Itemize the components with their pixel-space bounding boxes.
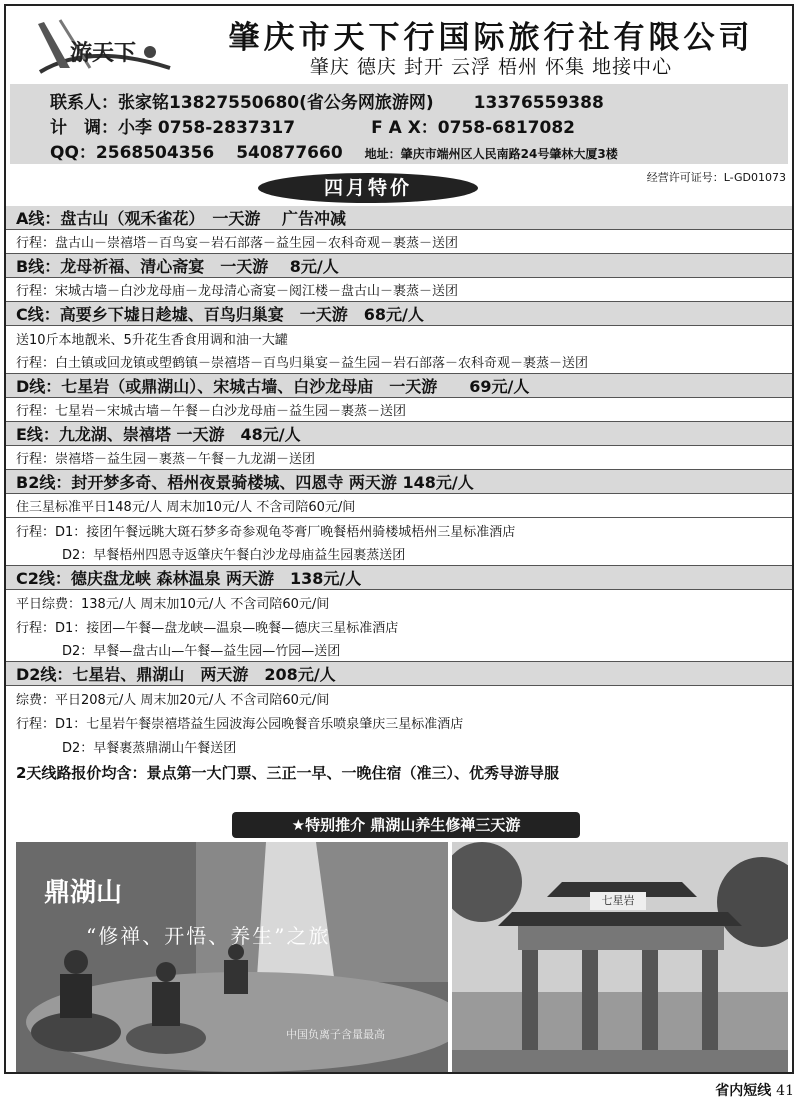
page-number: 41 xyxy=(776,1083,794,1099)
tour-line-detail: 行程：D1：七星岩午餐崇禧塔益生园波海公园晚餐音乐喷泉肇庆三星标准酒店 xyxy=(16,716,464,732)
tour-line-heading: B线：龙母祈福、清心斋宴 一天游 8元/人 xyxy=(6,254,792,278)
tour-line-detail: 平日综费：138元/人 周末加10元/人 不含司陪60元/间 xyxy=(16,596,330,612)
photo-note: 中国负离子含量最高 xyxy=(286,1028,385,1041)
address: 地址：肇庆市端州区人民南路24号肇林大厦3楼 xyxy=(364,147,618,161)
contact-person: 张家铭13827550680(省公务网旅游网) xyxy=(118,93,434,113)
fax-value: F A X：0758-6817082 xyxy=(371,118,575,138)
contact-panel xyxy=(10,84,788,164)
tour-line-heading: D2线：七星岩、鼎湖山 两天游 208元/人 xyxy=(6,662,792,686)
special-recommend-banner: ★特别推介 鼎湖山养生修禅三天游 xyxy=(232,812,580,838)
section-name: 省内短线 xyxy=(715,1083,772,1099)
planner-label: 计 调： xyxy=(50,118,118,138)
tour-line-heading: B2线：封开梦多奇、梧州夜景骑楼城、四恩寺 两天游 148元/人 xyxy=(6,470,792,494)
title-banner-area xyxy=(6,167,792,205)
tour-line-detail: 行程：D1：接团午餐远眺大斑石梦多奇参观龟苓膏厂晚餐梧州骑楼城梧州三星标准酒店 xyxy=(16,524,516,540)
gate-plaque: 七星岩 xyxy=(590,892,646,910)
tour-line-detail: 行程：白土镇或回龙镇或塱鹤镇－崇禧塔－百鸟归巢宴－益生园－岩石部落－农科奇观－裹蒸－送团 xyxy=(6,350,792,374)
qq-1: 2568504356 xyxy=(95,143,215,163)
tour-line-detail: 住三星标准平日148元/人 周末加10元/人 不含司陪60元/间 xyxy=(6,494,792,518)
tour-line-heading: D线：七星岩（或鼎湖山）、宋城古墙、白沙龙母庙 一天游 69元/人 xyxy=(6,374,792,398)
tour-line-detail: 行程：崇禧塔－益生园－裹蒸－午餐－九龙湖－送团 xyxy=(6,446,792,470)
contact-label: 联系人： xyxy=(50,93,118,113)
photo-subtitle: “修禅、开悟、养生”之旅 xyxy=(86,924,331,948)
page-footer xyxy=(715,1080,794,1100)
license-number: 经营许可证号：L-GD01073 xyxy=(646,171,786,184)
contact-row-2 xyxy=(50,113,575,138)
tour-line-detail: 行程：盘古山－崇禧塔－百鸟宴－岩石部落－益生园－农科奇观－裹蒸－送团 xyxy=(6,230,792,254)
tour-line-detail: 综费：平日208元/人 周末加20元/人 不含司陪60元/间 xyxy=(16,692,330,708)
contact-phone-2: 13376559388 xyxy=(473,93,604,113)
tour-line-detail: 行程：D1：接团—午餐—盘龙峡—温泉—晚餐—德庆三星标准酒店 xyxy=(16,620,399,636)
service-cities: 肇庆 德庆 封开 云浮 梧州 怀集 地接中心 xyxy=(309,56,673,78)
contact-row-1 xyxy=(50,88,604,113)
tour-line-detail: 行程：宋城古墙－白沙龙母庙－龙母清心斋宴－阅江楼－盘古山－裹蒸－送团 xyxy=(6,278,792,302)
qq-2: 540877660 xyxy=(236,143,343,163)
planner-value: 小李 0758-2837317 xyxy=(118,118,296,138)
dinghu-mountain-photo xyxy=(16,842,448,1072)
memorial-gate-photo xyxy=(452,842,788,1072)
qq-label: QQ： xyxy=(50,143,96,163)
contact-row-3 xyxy=(50,138,618,163)
tour-line-detail: 行程：七星岩－宋城古墙－午餐－白沙龙母庙－益生园－裹蒸－送团 xyxy=(6,398,792,422)
tour-lines-table xyxy=(6,206,792,786)
company-name: 肇庆市天下行国际旅行社有限公司 xyxy=(228,20,754,56)
price-inclusion-summary: 2天线路报价均含：景点第一大门票、三正一早、一晚住宿（准三）、优秀导游导服 xyxy=(16,763,559,782)
tour-line-heading: A线：盘古山（观禾雀花） 一天游 广告冲减 xyxy=(6,206,792,230)
tour-line-heading: C线：高要乡下墟日趁墟、百鸟归巢宴 一天游 68元/人 xyxy=(6,302,792,326)
tour-line-heading: E线：九龙湖、崇禧塔 一天游 48元/人 xyxy=(6,422,792,446)
tour-line-detail: D2：早餐梧州四恩寺返肇庆午餐白沙龙母庙益生园裹蒸送团 xyxy=(6,542,792,566)
tour-line-detail: D2：早餐—盘古山—午餐—益生园—竹园—送团 xyxy=(6,638,792,662)
tour-line-detail: D2：早餐裹蒸鼎湖山午餐送团 xyxy=(62,740,237,756)
logo-text: 游天下 xyxy=(70,40,137,66)
header xyxy=(6,6,792,86)
photo-title: 鼎湖山 xyxy=(44,878,123,908)
company-logo xyxy=(30,12,180,80)
advertisement-page xyxy=(4,4,794,1074)
tour-line-detail: 送10斤本地靓米、5升花生香食用调和油一大罐 xyxy=(16,332,288,348)
april-special-title: 四月特价 xyxy=(258,173,478,203)
tour-line-heading: C2线：德庆盘龙峡 森林温泉 两天游 138元/人 xyxy=(6,566,792,590)
